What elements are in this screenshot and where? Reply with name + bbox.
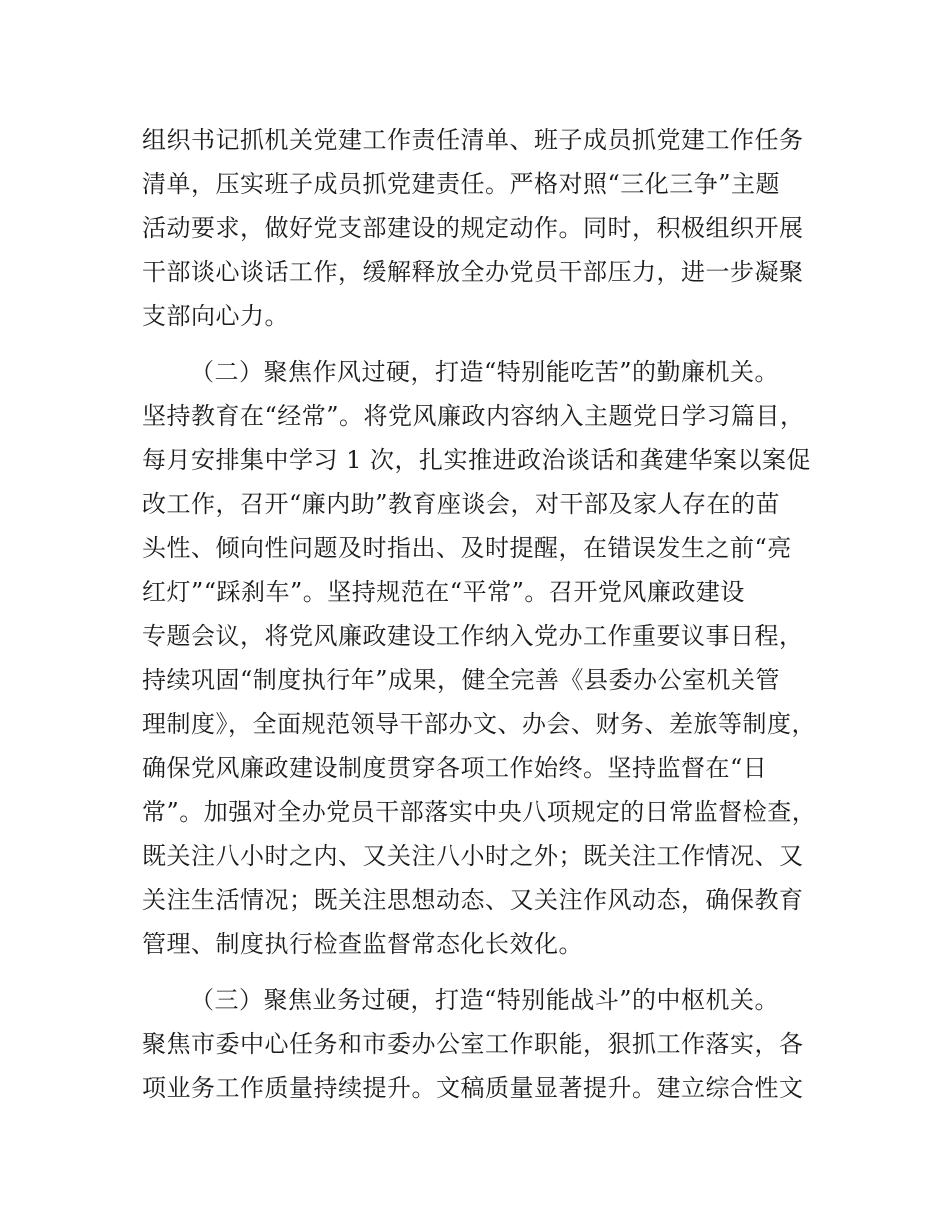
paragraph-line: 管理、制度执行检查监督常态化长效化。 bbox=[142, 930, 583, 958]
paragraph-line: 坚持教育在“经常”。将党风廉政内容纳入主题党日学习篇目， bbox=[142, 402, 805, 430]
paragraph-line: 聚焦市委中心任务和市委办公室工作职能，狠抓工作落实，各 bbox=[142, 1030, 804, 1058]
paragraph-line: 项业务工作质量持续提升。文稿质量显著提升。建立综合性文 bbox=[142, 1074, 804, 1102]
paragraph-line: 干部谈心谈话工作，缓解释放全办党员干部压力，进一步凝聚 bbox=[142, 258, 804, 286]
paragraph-line: 红灯”“踩刹车”。坚持规范在“平常”。召开党风廉政建设 bbox=[142, 578, 745, 606]
paragraph-line: 每月安排集中学习 1 次，扎实推进政治谈话和龚建华案以案促 bbox=[142, 446, 812, 474]
document-body bbox=[142, 118, 817, 1110]
paragraph-line: 理制度》，全面规范领导干部办文、办会、财务、差旅等制度， bbox=[142, 710, 816, 738]
paragraph-spacer bbox=[142, 338, 814, 350]
paragraph-line: 既关注八小时之内、又关注八小时之外；既关注工作情况、又 bbox=[142, 842, 804, 870]
paragraph-line: 头性、倾向性问题及时指出、及时提醒，在错误发生之前“亮 bbox=[142, 534, 792, 562]
paragraph-line: 活动要求，做好党支部建设的规定动作。同时，积极组织开展 bbox=[142, 214, 804, 242]
paragraph-line: 确保党风廉政建设制度贯穿各项工作始终。坚持监督在“日 bbox=[142, 754, 768, 782]
paragraph-spacer bbox=[142, 966, 814, 978]
paragraph-2 bbox=[142, 350, 817, 966]
paragraph-line: 支部向心力。 bbox=[142, 302, 289, 330]
section-heading-2: （二）聚焦作风过硬，打造“特别能吃苦”的勤廉机关。 bbox=[190, 358, 780, 386]
section-heading-3: （三）聚焦业务过硬，打造“特别能战斗”的中枢机关。 bbox=[190, 986, 780, 1014]
paragraph-line: 组织书记抓机关党建工作责任清单、班子成员抓党建工作任务 bbox=[142, 126, 804, 154]
paragraph-line: 改工作，召开“廉内助”教育座谈会，对干部及家人存在的苗 bbox=[142, 490, 781, 518]
paragraph-line: 关注生活情况；既关注思想动态、又关注作风动态，确保教育 bbox=[142, 886, 804, 914]
paragraph-line: 常”。加强对全办党员干部落实中央八项规定的日常监督检查， bbox=[142, 798, 817, 826]
paragraph-3 bbox=[142, 978, 814, 1110]
paragraph-line: 清单，压实班子成员抓党建责任。严格对照“三化三争”主题 bbox=[142, 170, 781, 198]
paragraph-line: 专题会议，将党风廉政建设工作纳入党办工作重要议事日程， bbox=[142, 622, 804, 650]
paragraph-line: 持续巩固“制度执行年”成果，健全完善《县委办公室机关管 bbox=[142, 666, 781, 694]
paragraph-1 bbox=[142, 118, 814, 338]
